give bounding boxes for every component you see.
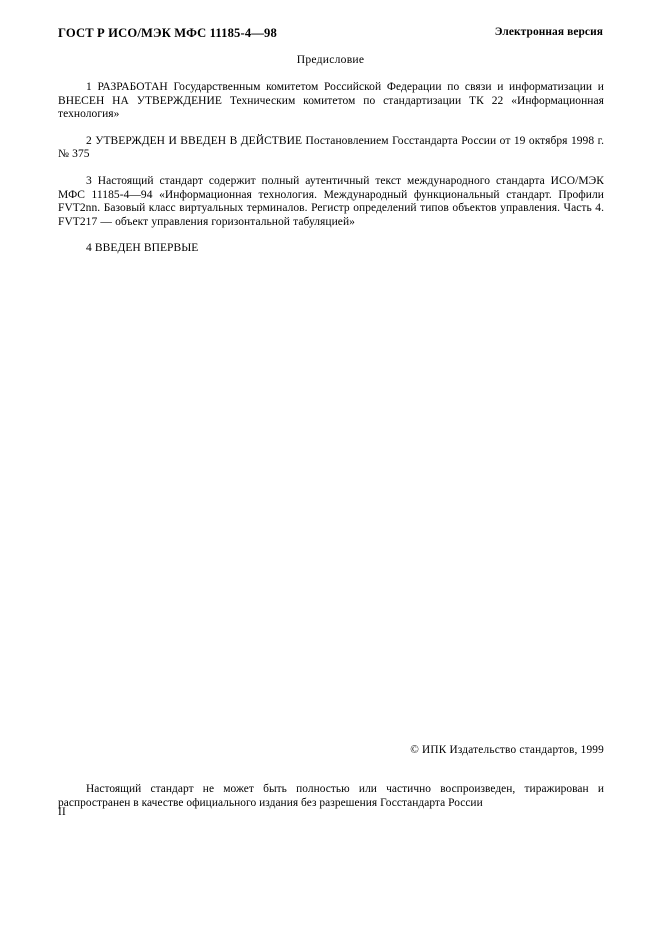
foreword-clause-2: 2 УТВЕРЖДЕН И ВВЕДЕН В ДЕЙСТВИЕ Постановлением Госстандарта России от 19 октября 1998 г. № 375 xyxy=(58,134,604,161)
electronic-edition-mark: Электронная версия xyxy=(494,26,603,38)
running-head xyxy=(58,26,603,42)
foreword-clause-4: 4 ВВЕДЕН ВПЕРВЫЕ xyxy=(86,242,199,255)
document-standard-code: ГОСТ Р ИСО/МЭК МФС 11185-4—98 xyxy=(58,26,277,40)
foreword-clause-1: 1 РАЗРАБОТАН Государственным комитетом Российской Федерации по связи и информатизации и ВНЕСЕН НА УТВЕРЖДЕНИЕ Техническим комитетом по стандартизации ТК 22 «Информационная технология» xyxy=(58,81,604,121)
section-heading-foreword: Предисловие xyxy=(296,53,365,66)
reproduction-legal-note: Настоящий стандарт не может быть полностью или частично воспроизведен, тиражирован и распространен в качестве официального издания без разрешения Госстандарта России xyxy=(58,783,604,810)
foreword-clause-3: 3 Настоящий стандарт содержит полный аутентичный текст международного стандарта ИСО/МЭК МФС 11185-4—94 «Информационная технология. Международный функциональный стандарт. Профили FVT2nn. Базовый класс виртуальных терминалов. Регистр определений типов объектов управления. Часть 4. FVT217 — объект управления горизонтальной табуляцией» xyxy=(58,174,604,228)
page-number-folio: II xyxy=(58,806,67,818)
foreword-clause-list xyxy=(58,81,604,256)
publisher-imprint: © ИПК Издательство стандартов, 1999 xyxy=(410,744,604,756)
